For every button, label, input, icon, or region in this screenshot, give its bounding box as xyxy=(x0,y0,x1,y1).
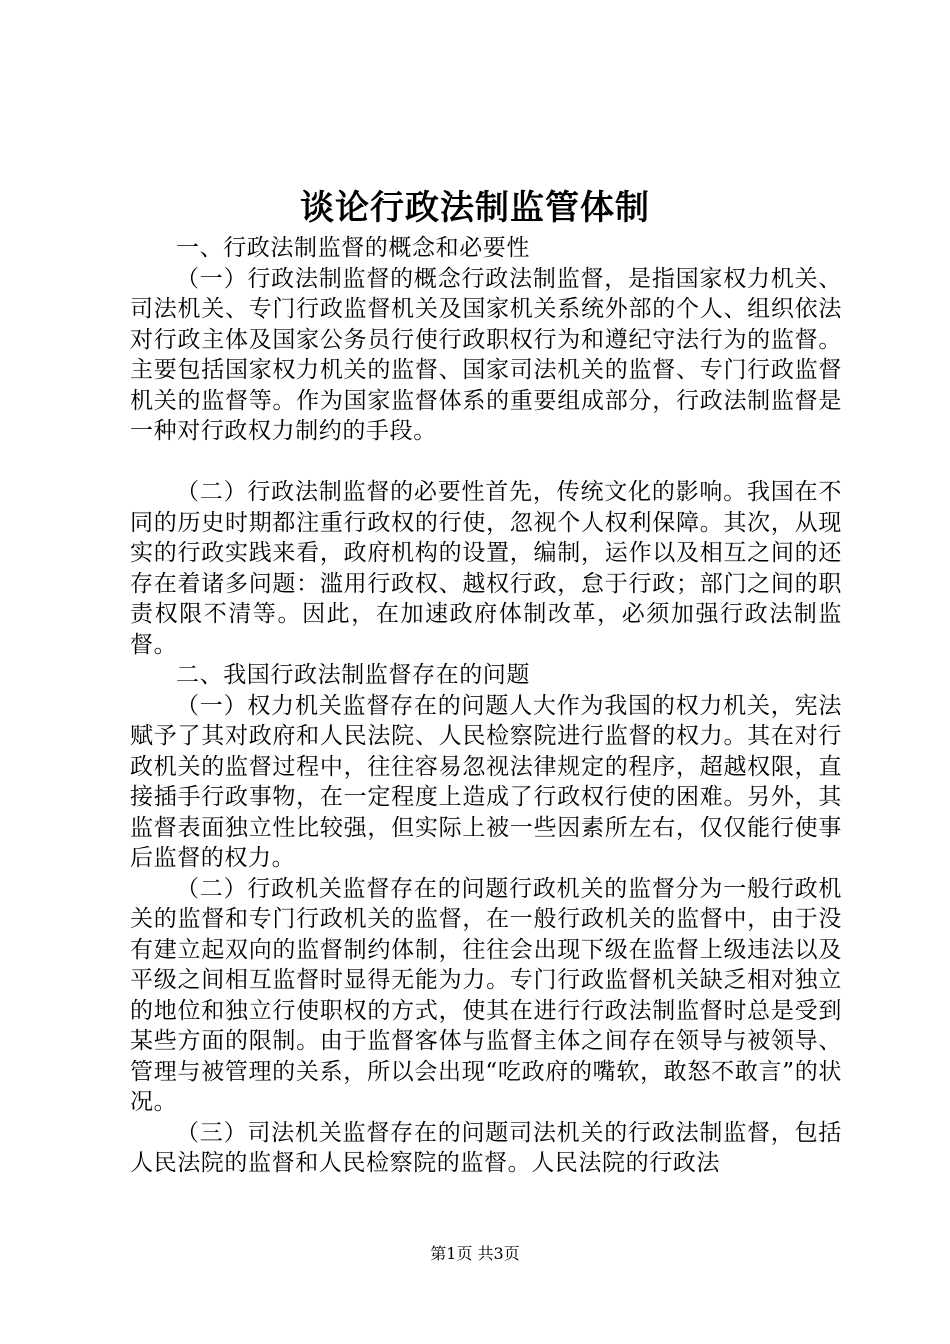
paragraph-necessity: （二）行政法制监督的必要性首先，传统文化的影响。我国在不同的历史时期都注重行政权的行使，忽视个人权利保障。其次，从现实的行政实践来看，政府机构的设置，编制，运作以及相互之间的还存在着诸多问题：滥用行政权、越权行政，怠于行政；部门之间的职责权限不清等。因此，在加速政府体制改革，必须加强行政法制监督。 xyxy=(130,479,842,658)
document-title: 谈论行政法制监管体制 xyxy=(300,188,650,228)
paragraph-power-organ: （一）权力机关监督存在的问题人大作为我国的权力机关，宪法赋予了其对政府和人民法院、人民检察院进行监督的权力。其在对行政机关的监督过程中，往往容易忽视法律规定的程序，超越权限，直接插手行政事物，在一定程度上造成了行政权行使的困难。另外，其监督表面独立性比较强，但实际上被一些因素所左右，仅仅能行使事后监督的权力。 xyxy=(130,692,842,871)
section-heading-1: 一、行政法制监督的概念和必要性 xyxy=(176,235,530,261)
paragraph-administrative-organ: （二）行政机关监督存在的问题行政机关的监督分为一般行政机关的监督和专门行政机关的监督，在一般行政机关的监督中，由于没有建立起双向的监督制约体制，往往会出现下级在监督上级违法以及平级之间相互监督时显得无能为力。专门行政监督机关缺乏相对独立的地位和独立行使职权的方式，使其在进行行政法制监督时总是受到某些方面的限制。由于监督客体与监督主体之间存在领导与被领导、管理与被管理的关系，所以会出现“吃政府的嘴软，敢怒不敢言”的状况。 xyxy=(130,875,842,1115)
document-body xyxy=(130,233,842,1179)
paragraph-concept: （一）行政法制监督的概念行政法制监督，是指国家权力机关、司法机关、专门行政监督机关及国家机关系统外部的个人、组织依法对行政主体及国家公务员行使行政职权行为和遵纪守法行为的监督。主要包括国家权力机关的监督、国家司法机关的监督、专门行政监督机关的监督等。作为国家监督体系的重要组成部分，行政法制监督是一种对行政权力制约的手段。 xyxy=(130,265,842,444)
section-heading-2: 二、我国行政法制监督存在的问题 xyxy=(176,662,530,688)
paragraph-judicial-organ: （三）司法机关监督存在的问题司法机关的行政法制监督，包括人民法院的监督和人民检察院的监督。人民法院的行政法 xyxy=(130,1119,842,1176)
page-footer: 第1页 共3页 xyxy=(430,1244,520,1263)
